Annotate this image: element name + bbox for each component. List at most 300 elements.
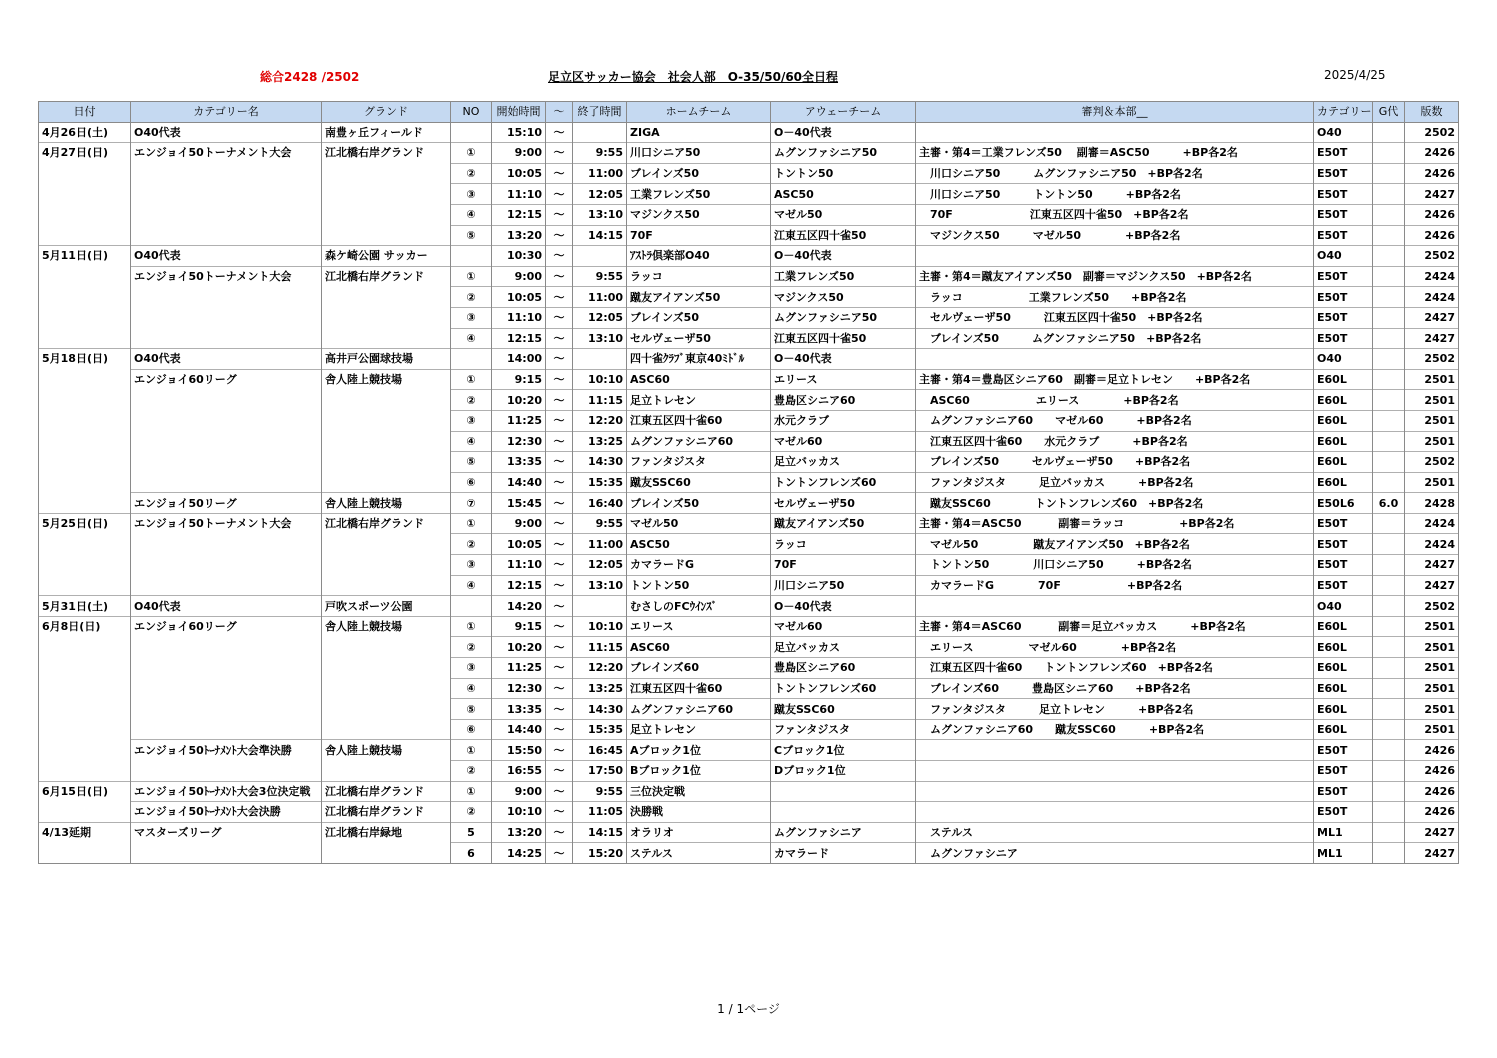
cell-referee: ファンタジスタ 足立バッカス +BP各2名	[916, 472, 1314, 493]
cell-category-name: エンジョイ50トーナメント大会	[131, 513, 322, 534]
cell-date	[39, 307, 131, 328]
table-row	[39, 678, 1459, 699]
cell-end-time	[573, 349, 627, 370]
cell-ground	[322, 307, 451, 328]
cell-date	[39, 761, 131, 782]
cell-g-fee	[1373, 390, 1405, 411]
cell-end-time: 12:05	[573, 184, 627, 205]
cell-date: 4月26日(土)	[39, 122, 131, 143]
col-date: 日付	[39, 102, 131, 123]
cell-ground: 江北橋右岸グランド	[322, 802, 451, 823]
cell-category-name	[131, 555, 322, 576]
cell-away-team: Cブロック1位	[771, 740, 916, 761]
cell-g-fee	[1373, 513, 1405, 534]
cell-away-team: 70F	[771, 555, 916, 576]
cell-category: E60L	[1314, 699, 1373, 720]
cell-tilde: ～	[546, 472, 573, 493]
cell-date	[39, 184, 131, 205]
cell-end-time: 13:25	[573, 678, 627, 699]
table-row	[39, 596, 1459, 617]
cell-no: ①	[451, 369, 492, 390]
cell-no: ⑥	[451, 472, 492, 493]
cell-no: ①	[451, 616, 492, 637]
cell-start-time: 12:30	[492, 431, 546, 452]
cell-referee: 主審・第4＝工業フレンズ50 副審＝ASC50 +BP各2名	[916, 143, 1314, 164]
table-row	[39, 369, 1459, 390]
cell-tilde: ～	[546, 637, 573, 658]
cell-no: ③	[451, 658, 492, 679]
cell-away-team: 川口シニア50	[771, 575, 916, 596]
schedule-table	[38, 101, 1459, 864]
cell-g-fee	[1373, 122, 1405, 143]
cell-start-time: 11:25	[492, 658, 546, 679]
cell-category: E60L	[1314, 678, 1373, 699]
cell-date	[39, 658, 131, 679]
cell-start-time: 9:15	[492, 616, 546, 637]
cell-date	[39, 431, 131, 452]
cell-home-team: 四十雀ｸﾗﾌﾞ東京40ﾐﾄﾞﾙ	[627, 349, 771, 370]
cell-home-team: ブレインズ60	[627, 658, 771, 679]
cell-away-team: ファンタジスタ	[771, 719, 916, 740]
cell-referee: ブレインズ50 ムグンファシニア50 +BP各2名	[916, 328, 1314, 349]
cell-home-team: ZIGA	[627, 122, 771, 143]
cell-away-team: 水元クラブ	[771, 410, 916, 431]
cell-referee: トントン50 川口シニア50 +BP各2名	[916, 555, 1314, 576]
cell-away-team: ムグンファシニア50	[771, 143, 916, 164]
cell-category-name	[131, 410, 322, 431]
cell-ground: 高井戸公園球技場	[322, 349, 451, 370]
table-row	[39, 307, 1459, 328]
cell-tilde: ～	[546, 822, 573, 843]
cell-end-time: 11:00	[573, 163, 627, 184]
cell-category-name	[131, 472, 322, 493]
cell-date	[39, 287, 131, 308]
cell-tilde: ～	[546, 287, 573, 308]
cell-date: 5月25日(日)	[39, 513, 131, 534]
cell-tilde: ～	[546, 513, 573, 534]
cell-away-team: ASC50	[771, 184, 916, 205]
cell-home-team: マゼル50	[627, 513, 771, 534]
cell-start-time: 13:20	[492, 225, 546, 246]
cell-category: E50T	[1314, 266, 1373, 287]
cell-referee	[916, 781, 1314, 802]
cell-category: E50T	[1314, 163, 1373, 184]
cell-ground	[322, 761, 451, 782]
cell-category: E50T	[1314, 225, 1373, 246]
cell-category: O40	[1314, 349, 1373, 370]
cell-tilde: ～	[546, 369, 573, 390]
cell-away-team: トントンフレンズ60	[771, 678, 916, 699]
cell-category: E60L	[1314, 637, 1373, 658]
cell-category-name: マスターズリーグ	[131, 822, 322, 843]
cell-category-name	[131, 761, 322, 782]
cell-no: 5	[451, 822, 492, 843]
cell-no: ①	[451, 266, 492, 287]
cell-ground	[322, 658, 451, 679]
table-row	[39, 616, 1459, 637]
cell-away-team: O－40代表	[771, 122, 916, 143]
header-date: 2025/4/25	[1324, 68, 1386, 82]
cell-no: ②	[451, 637, 492, 658]
cell-no: ②	[451, 802, 492, 823]
cell-date: 4月27日(日)	[39, 143, 131, 164]
cell-category-name: エンジョイ50リーグ	[131, 493, 322, 514]
cell-category: E50T	[1314, 802, 1373, 823]
cell-no: ⑦	[451, 493, 492, 514]
table-row	[39, 637, 1459, 658]
cell-date	[39, 390, 131, 411]
cell-away-team: トントンフレンズ60	[771, 472, 916, 493]
cell-away-team: 蹴友アイアンズ50	[771, 513, 916, 534]
cell-tilde: ～	[546, 781, 573, 802]
cell-tilde: ～	[546, 555, 573, 576]
table-row	[39, 719, 1459, 740]
cell-ground: 江北橋右岸緑地	[322, 822, 451, 843]
col-ground: グランド	[322, 102, 451, 123]
cell-home-team: 決勝戦	[627, 802, 771, 823]
table-row	[39, 802, 1459, 823]
cell-date	[39, 534, 131, 555]
cell-category: E50T	[1314, 534, 1373, 555]
cell-tilde: ～	[546, 204, 573, 225]
cell-category: E50T	[1314, 555, 1373, 576]
cell-end-time: 11:00	[573, 287, 627, 308]
cell-g-fee	[1373, 225, 1405, 246]
cell-g-fee	[1373, 699, 1405, 720]
table-row	[39, 246, 1459, 267]
cell-tilde: ～	[546, 122, 573, 143]
cell-no: ④	[451, 204, 492, 225]
cell-category-name	[131, 204, 322, 225]
cell-home-team: 蹴友アイアンズ50	[627, 287, 771, 308]
cell-end-time: 10:10	[573, 369, 627, 390]
cell-home-team: 蹴友SSC60	[627, 472, 771, 493]
cell-date	[39, 575, 131, 596]
cell-version: 2427	[1405, 843, 1459, 864]
cell-date: 4/13延期	[39, 822, 131, 843]
cell-start-time: 13:20	[492, 822, 546, 843]
cell-no: ③	[451, 184, 492, 205]
cell-version: 2501	[1405, 678, 1459, 699]
cell-version: 2426	[1405, 740, 1459, 761]
cell-referee	[916, 596, 1314, 617]
schedule-body	[39, 122, 1459, 863]
cell-tilde: ～	[546, 143, 573, 164]
cell-date	[39, 472, 131, 493]
col-version: 版数	[1405, 102, 1459, 123]
cell-end-time: 11:15	[573, 390, 627, 411]
cell-no: ④	[451, 575, 492, 596]
cell-start-time: 10:05	[492, 163, 546, 184]
cell-version: 2502	[1405, 122, 1459, 143]
table-row	[39, 328, 1459, 349]
cell-away-team: マゼル50	[771, 204, 916, 225]
cell-no: ③	[451, 555, 492, 576]
cell-date	[39, 328, 131, 349]
cell-category-name	[131, 431, 322, 452]
table-row	[39, 287, 1459, 308]
cell-home-team: オラリオ	[627, 822, 771, 843]
cell-end-time	[573, 122, 627, 143]
cell-category: E60L	[1314, 390, 1373, 411]
cell-category: E50T	[1314, 204, 1373, 225]
table-row	[39, 349, 1459, 370]
cell-ground	[322, 719, 451, 740]
cell-version: 2501	[1405, 472, 1459, 493]
cell-home-team: 足立トレセン	[627, 390, 771, 411]
cell-tilde: ～	[546, 719, 573, 740]
cell-referee	[916, 122, 1314, 143]
cell-end-time: 13:10	[573, 204, 627, 225]
cell-version: 2426	[1405, 781, 1459, 802]
cell-ground: 南豊ヶ丘フィールド	[322, 122, 451, 143]
cell-away-team: O－40代表	[771, 596, 916, 617]
cell-category: ML1	[1314, 843, 1373, 864]
header-title: 足立区サッカー協会 社会人部 O-35/50/60全日程	[548, 70, 839, 84]
cell-category-name	[131, 699, 322, 720]
cell-end-time: 13:25	[573, 431, 627, 452]
cell-start-time: 12:15	[492, 204, 546, 225]
cell-version: 2502	[1405, 596, 1459, 617]
header-total-version: 総合2428 /2502	[260, 70, 360, 84]
cell-category-name	[131, 678, 322, 699]
cell-category: E60L	[1314, 658, 1373, 679]
table-row	[39, 658, 1459, 679]
cell-category: E60L	[1314, 431, 1373, 452]
cell-home-team: ASC60	[627, 369, 771, 390]
cell-no: ②	[451, 163, 492, 184]
cell-version: 2424	[1405, 513, 1459, 534]
cell-start-time: 9:00	[492, 781, 546, 802]
cell-start-time: 11:25	[492, 410, 546, 431]
cell-category-name	[131, 163, 322, 184]
cell-tilde: ～	[546, 761, 573, 782]
cell-start-time: 10:20	[492, 390, 546, 411]
col-category-name: カテゴリー名	[131, 102, 322, 123]
cell-ground	[322, 637, 451, 658]
cell-end-time: 17:50	[573, 761, 627, 782]
cell-ground: 舎人陸上競技場	[322, 369, 451, 390]
cell-end-time	[573, 246, 627, 267]
cell-referee: エリース マゼル60 +BP各2名	[916, 637, 1314, 658]
cell-away-team: マジンクス50	[771, 287, 916, 308]
cell-version: 2501	[1405, 658, 1459, 679]
cell-end-time: 14:30	[573, 699, 627, 720]
cell-ground: 戸吹スポーツ公園	[322, 596, 451, 617]
cell-version: 2426	[1405, 225, 1459, 246]
cell-referee: ASC60 エリース +BP各2名	[916, 390, 1314, 411]
cell-g-fee	[1373, 596, 1405, 617]
cell-ground	[322, 184, 451, 205]
cell-g-fee	[1373, 658, 1405, 679]
cell-no: ④	[451, 431, 492, 452]
cell-category-name: エンジョイ60リーグ	[131, 369, 322, 390]
cell-category-name	[131, 390, 322, 411]
cell-end-time: 9:55	[573, 266, 627, 287]
cell-referee: ステルス	[916, 822, 1314, 843]
table-row	[39, 699, 1459, 720]
cell-version: 2501	[1405, 719, 1459, 740]
cell-away-team: 江東五区四十雀50	[771, 225, 916, 246]
cell-referee: ブレインズ60 豊島区シニア60 +BP各2名	[916, 678, 1314, 699]
cell-no: ⑥	[451, 719, 492, 740]
cell-end-time: 16:40	[573, 493, 627, 514]
cell-ground	[322, 410, 451, 431]
cell-category: E50T	[1314, 740, 1373, 761]
cell-version: 2424	[1405, 534, 1459, 555]
cell-no: ②	[451, 287, 492, 308]
table-row	[39, 410, 1459, 431]
col-home-team: ホームチーム	[627, 102, 771, 123]
cell-start-time: 13:35	[492, 452, 546, 473]
cell-start-time: 10:30	[492, 246, 546, 267]
cell-g-fee	[1373, 802, 1405, 823]
cell-home-team: 江東五区四十雀60	[627, 410, 771, 431]
cell-away-team: 豊島区シニア60	[771, 390, 916, 411]
col-tilde: ～	[546, 102, 573, 123]
col-referee: 審判＆本部__	[916, 102, 1314, 123]
cell-tilde: ～	[546, 699, 573, 720]
cell-category: E50T	[1314, 307, 1373, 328]
cell-ground	[322, 699, 451, 720]
cell-start-time: 10:05	[492, 287, 546, 308]
cell-end-time: 14:15	[573, 225, 627, 246]
cell-category: E50T	[1314, 184, 1373, 205]
cell-tilde: ～	[546, 658, 573, 679]
cell-g-fee	[1373, 287, 1405, 308]
cell-category-name	[131, 534, 322, 555]
cell-away-team: カマラード	[771, 843, 916, 864]
cell-home-team: 三位決定戦	[627, 781, 771, 802]
cell-category-name	[131, 287, 322, 308]
cell-end-time	[573, 596, 627, 617]
cell-end-time: 12:20	[573, 658, 627, 679]
cell-date	[39, 843, 131, 864]
cell-no: ①	[451, 740, 492, 761]
cell-end-time: 15:35	[573, 472, 627, 493]
cell-away-team: 足立バッカス	[771, 452, 916, 473]
cell-date	[39, 637, 131, 658]
cell-date	[39, 555, 131, 576]
table-row	[39, 513, 1459, 534]
cell-g-fee	[1373, 637, 1405, 658]
cell-tilde: ～	[546, 452, 573, 473]
cell-g-fee	[1373, 328, 1405, 349]
cell-start-time: 15:45	[492, 493, 546, 514]
cell-tilde: ～	[546, 596, 573, 617]
cell-ground: 江北橋右岸グランド	[322, 781, 451, 802]
cell-g-fee	[1373, 761, 1405, 782]
table-row	[39, 555, 1459, 576]
cell-referee: 江東五区四十雀60 トントンフレンズ60 +BP各2名	[916, 658, 1314, 679]
cell-no	[451, 246, 492, 267]
cell-no: ②	[451, 761, 492, 782]
table-row	[39, 122, 1459, 143]
cell-away-team: Dブロック1位	[771, 761, 916, 782]
cell-category: E50L6	[1314, 493, 1373, 514]
cell-away-team: 工業フレンズ50	[771, 266, 916, 287]
cell-category: E60L	[1314, 452, 1373, 473]
cell-date	[39, 699, 131, 720]
cell-home-team: セルヴェーザ50	[627, 328, 771, 349]
cell-away-team: マゼル60	[771, 431, 916, 452]
cell-g-fee	[1373, 719, 1405, 740]
cell-end-time: 11:00	[573, 534, 627, 555]
cell-version: 2501	[1405, 616, 1459, 637]
table-row	[39, 452, 1459, 473]
cell-home-team: ファンタジスタ	[627, 452, 771, 473]
cell-end-time: 13:10	[573, 575, 627, 596]
cell-home-team: むさしのFCｳｲﾝｽﾞ	[627, 596, 771, 617]
cell-start-time: 12:15	[492, 328, 546, 349]
cell-tilde: ～	[546, 740, 573, 761]
cell-referee: 70F 江東五区四十雀50 +BP各2名	[916, 204, 1314, 225]
cell-away-team	[771, 781, 916, 802]
cell-category-name	[131, 658, 322, 679]
cell-version: 2428	[1405, 493, 1459, 514]
cell-tilde: ～	[546, 184, 573, 205]
cell-category: O40	[1314, 246, 1373, 267]
cell-referee: マゼル50 蹴友アイアンズ50 +BP各2名	[916, 534, 1314, 555]
cell-g-fee	[1373, 349, 1405, 370]
table-row	[39, 184, 1459, 205]
cell-start-time: 9:00	[492, 143, 546, 164]
table-row	[39, 472, 1459, 493]
cell-home-team: エリース	[627, 616, 771, 637]
cell-g-fee	[1373, 143, 1405, 164]
cell-g-fee	[1373, 781, 1405, 802]
cell-category-name: エンジョイ50トーナメント大会	[131, 143, 322, 164]
cell-category-name	[131, 575, 322, 596]
cell-end-time: 11:15	[573, 637, 627, 658]
cell-end-time: 15:20	[573, 843, 627, 864]
cell-g-fee	[1373, 555, 1405, 576]
cell-referee: 主審・第4＝蹴友アイアンズ50 副審＝マジンクス50 +BP各2名	[916, 266, 1314, 287]
cell-no	[451, 349, 492, 370]
cell-category: O40	[1314, 596, 1373, 617]
cell-start-time: 10:20	[492, 637, 546, 658]
cell-date	[39, 802, 131, 823]
table-row	[39, 266, 1459, 287]
table-row	[39, 575, 1459, 596]
cell-g-fee	[1373, 452, 1405, 473]
table-row	[39, 163, 1459, 184]
cell-away-team: O－40代表	[771, 246, 916, 267]
cell-start-time: 14:40	[492, 472, 546, 493]
cell-g-fee	[1373, 534, 1405, 555]
cell-category: E50T	[1314, 781, 1373, 802]
cell-no	[451, 122, 492, 143]
cell-ground	[322, 431, 451, 452]
cell-end-time: 14:15	[573, 822, 627, 843]
cell-version: 2427	[1405, 307, 1459, 328]
col-end-time: 終了時間	[573, 102, 627, 123]
cell-end-time: 9:55	[573, 513, 627, 534]
cell-date	[39, 225, 131, 246]
cell-ground: 舎人陸上競技場	[322, 616, 451, 637]
cell-g-fee	[1373, 575, 1405, 596]
cell-end-time: 16:45	[573, 740, 627, 761]
cell-date	[39, 369, 131, 390]
cell-home-team: トントン50	[627, 575, 771, 596]
col-start-time: 開始時間	[492, 102, 546, 123]
cell-start-time: 11:10	[492, 184, 546, 205]
cell-ground	[322, 534, 451, 555]
cell-ground: 江北橋右岸グランド	[322, 143, 451, 164]
cell-category-name	[131, 184, 322, 205]
cell-no: ③	[451, 410, 492, 431]
cell-category-name	[131, 637, 322, 658]
